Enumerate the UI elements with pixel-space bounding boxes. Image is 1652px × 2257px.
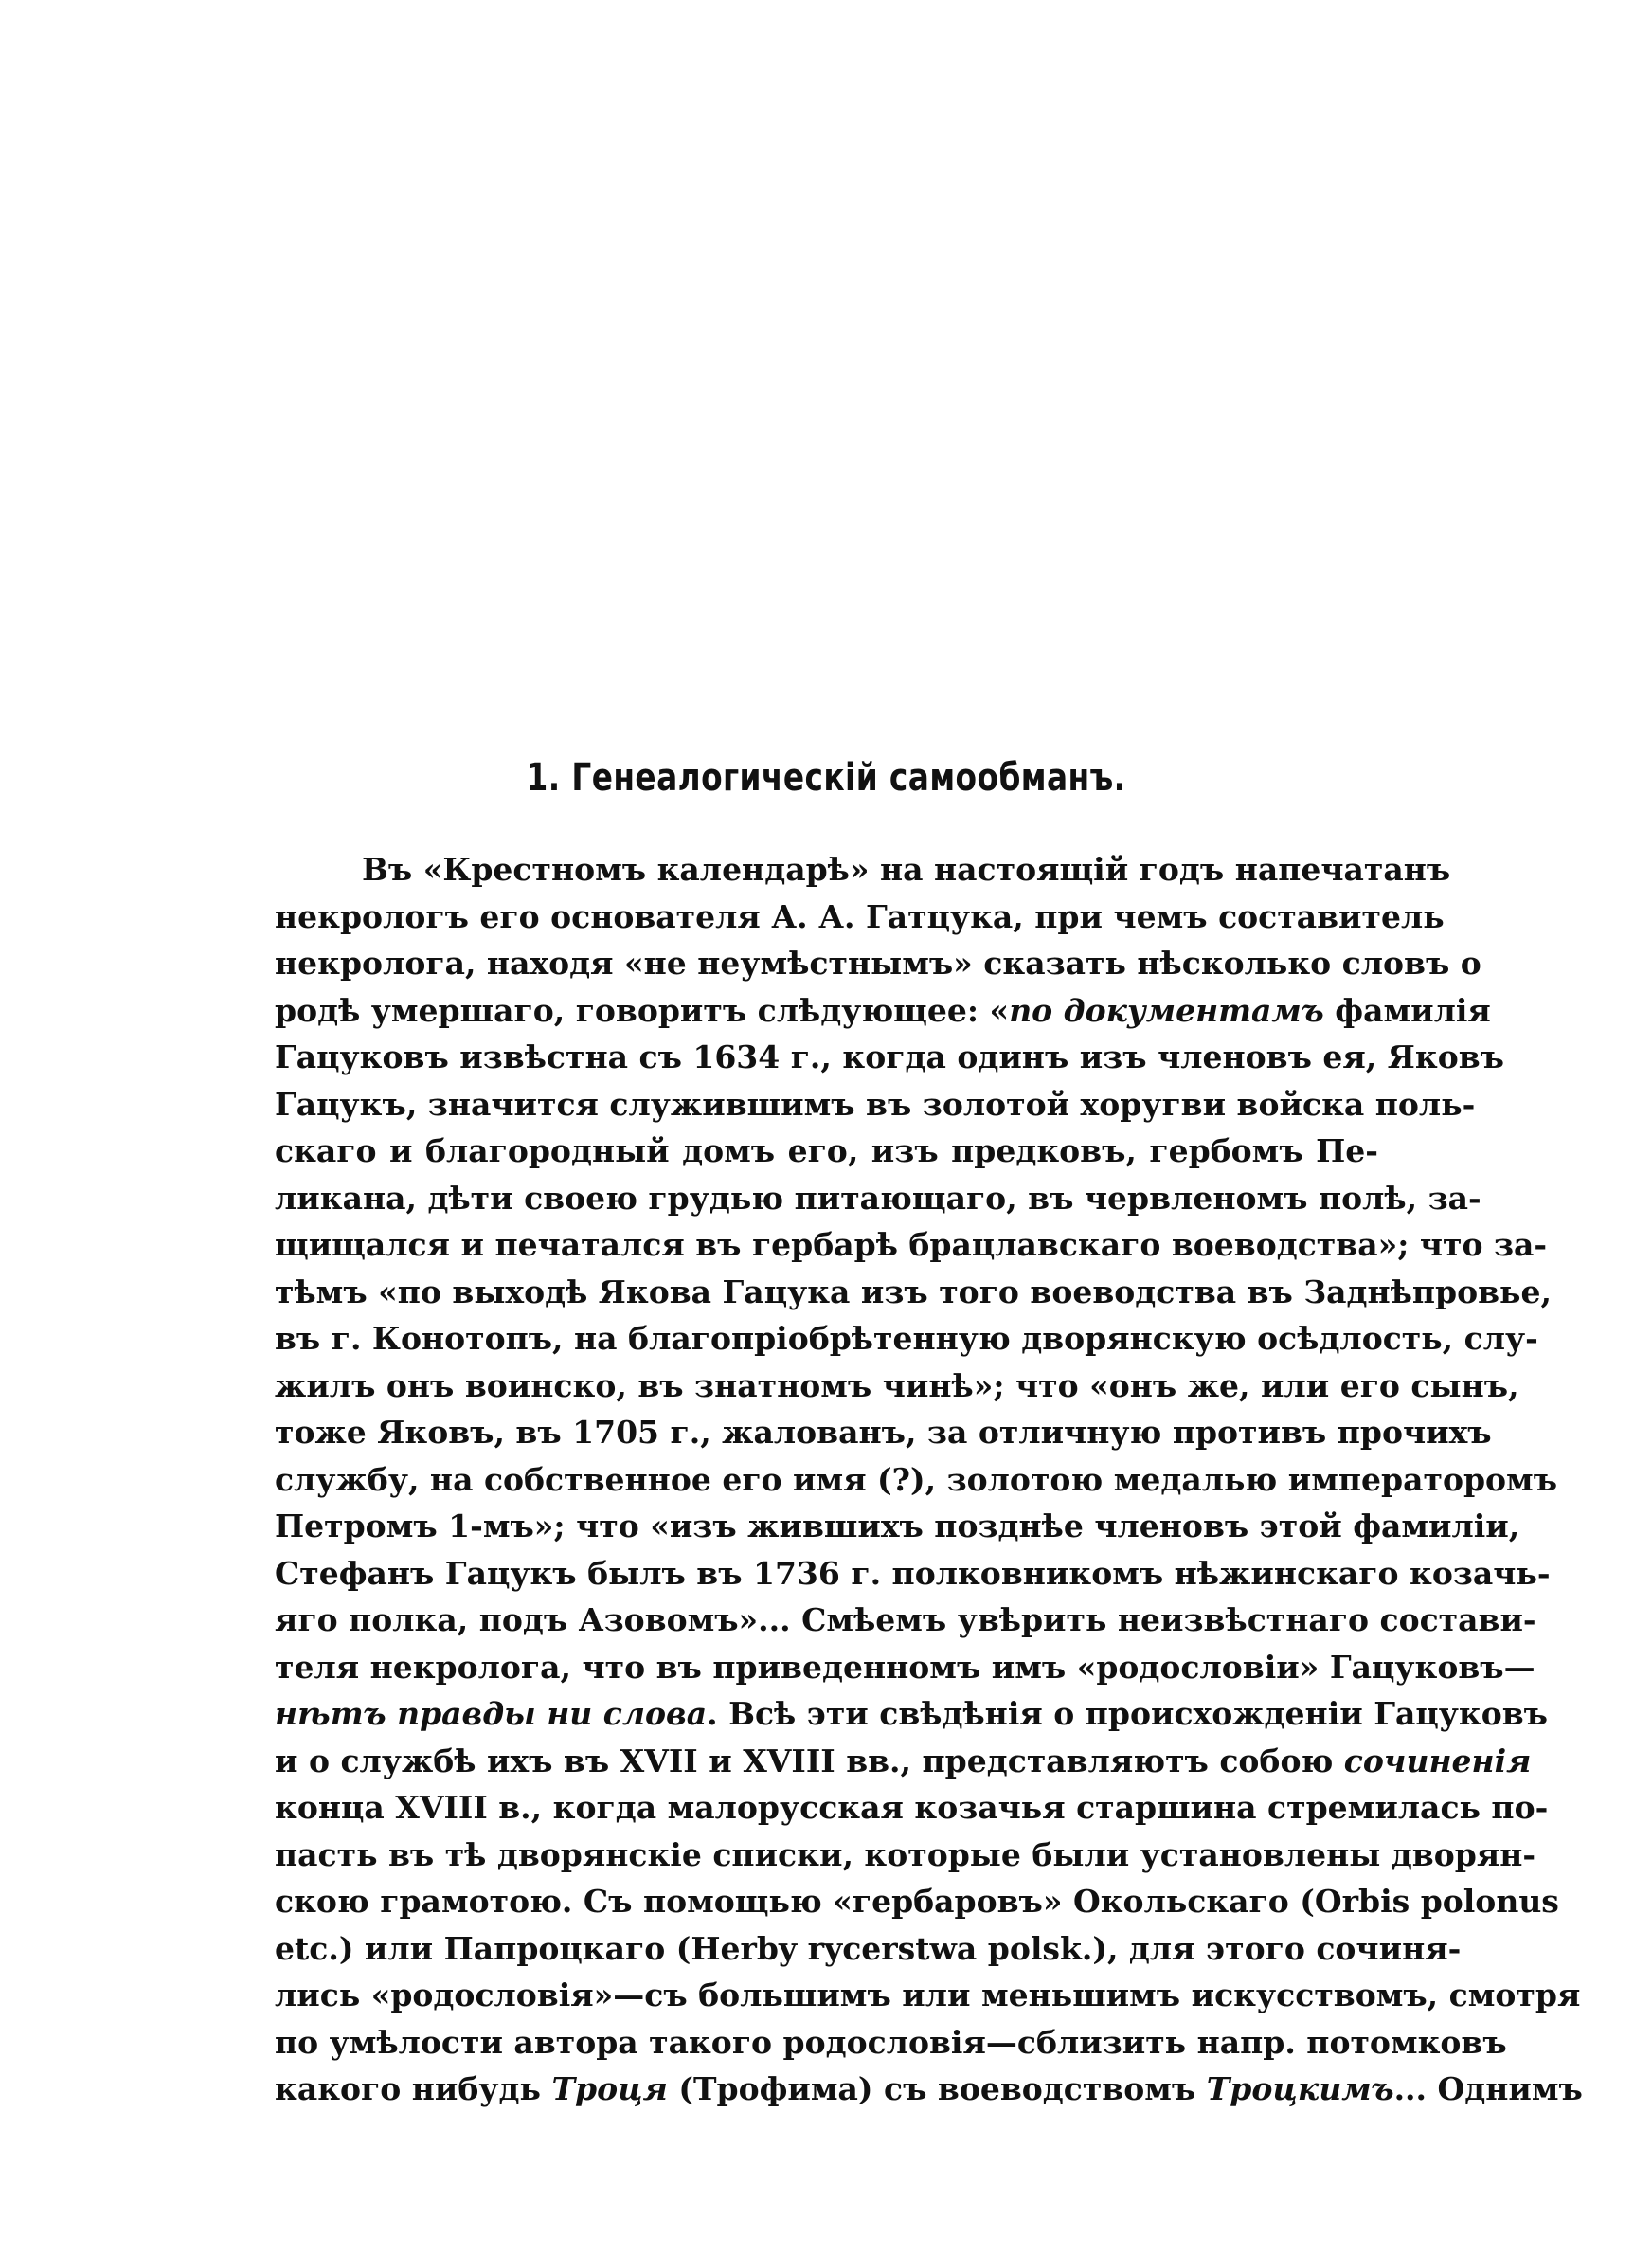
- chapter-title: 1. Генеалогическій самообманъ.: [526, 756, 1126, 800]
- text-segment: пасть въ тѣ дворянскіе списки, которые были установлены дворян-: [275, 1835, 1536, 1873]
- text-segment: жилъ онъ воинско, въ знатномъ чинѣ»; что «онъ же, или его сынъ,: [275, 1366, 1519, 1404]
- text-line: [275, 1925, 1462, 1973]
- italic-phrase: Троця: [551, 2070, 668, 2107]
- text-line: [275, 894, 1445, 941]
- text-line: [275, 1690, 1548, 1738]
- text-line: [275, 1221, 1548, 1269]
- text-line: [275, 1175, 1481, 1222]
- body-paragraph: [275, 846, 1583, 2113]
- text-line: [275, 987, 1491, 1035]
- text-segment: скаго и благородный домъ его, изъ предковъ, гербомъ Пе-: [275, 1132, 1378, 1169]
- text-segment: фамилія: [1323, 991, 1491, 1029]
- text-line: [275, 1034, 1504, 1081]
- italic-phrase: сочиненія: [1343, 1742, 1532, 1779]
- text-line: [275, 1128, 1378, 1175]
- italic-phrase: Троцкимъ: [1206, 2070, 1394, 2107]
- text-segment: тоже Яковъ, въ 1705 г., жалованъ, за отличную противъ прочихъ: [275, 1414, 1492, 1451]
- text-segment: Гацуковъ извѣстна съ 1634 г., когда одинъ изъ членовъ ея, Яковъ: [275, 1038, 1504, 1075]
- text-line: [275, 1550, 1551, 1598]
- text-segment: по умѣлости автора такого родословія—сблизить напр. потомковъ: [275, 2023, 1507, 2061]
- text-segment: и о службѣ ихъ въ XVII и XVIII вв., представляютъ собою: [275, 1742, 1344, 1779]
- text-segment: конца XVIII в., когда малорусская козачья старшина стремилась по-: [275, 1789, 1549, 1826]
- text-segment: ликана, дѣти своею грудью питающаго, въ червленомъ полѣ, за-: [275, 1179, 1481, 1217]
- text-line: [275, 1878, 1559, 1925]
- text-segment: скою грамотою. Съ помощью «гербаровъ» Окольскаго (Orbis polonus: [275, 1883, 1559, 1920]
- text-segment: лись «родословія»—съ большимъ или меньшимъ искусствомъ, смотря: [275, 1977, 1581, 2013]
- text-segment: въ г. Конотопъ, на благопріобрѣтенную дворянскую осѣдлость, слу-: [275, 1320, 1538, 1357]
- text-segment: Гацукъ, значится служившимъ въ золотой хоругви войска поль-: [275, 1085, 1476, 1123]
- text-segment: . Всѣ эти свѣдѣнія о происхожденіи Гацуковъ: [707, 1695, 1548, 1732]
- text-segment: (Трофима) съ воеводствомъ: [667, 2070, 1207, 2107]
- italic-phrase: нѣтъ правды ни слова: [275, 1695, 708, 1732]
- text-line: [275, 1972, 1581, 2019]
- text-line: [275, 1644, 1535, 1691]
- text-segment: ... Однимъ: [1393, 2070, 1583, 2107]
- text-line: [275, 846, 1451, 894]
- text-segment: Въ «Крестномъ календарѣ» на настоящій годъ напечатанъ: [362, 851, 1451, 888]
- text-line: [275, 1269, 1552, 1316]
- text-segment: какого нибудь: [275, 2070, 552, 2107]
- text-line: [275, 1081, 1476, 1128]
- text-line: [275, 1832, 1536, 1879]
- text-line: [275, 1503, 1520, 1550]
- italic-phrase: по документамъ: [1009, 991, 1324, 1029]
- text-line: [275, 2019, 1507, 2067]
- text-segment: щищался и печатался въ гербарѣ брацлавскаго воеводства»; что за-: [275, 1226, 1548, 1263]
- text-segment: родѣ умершаго, говоритъ слѣдующее: «: [275, 991, 1010, 1029]
- text-line: [275, 940, 1481, 987]
- text-segment: тѣмъ «по выходѣ Якова Гацука изъ того воеводства въ Заднѣпровье,: [275, 1273, 1552, 1310]
- text-segment: некрологъ его основателя А. А. Гатцука, при чемъ составитель: [275, 897, 1445, 935]
- text-line: [275, 1597, 1536, 1644]
- text-segment: некролога, находя «не неумѣстнымъ» сказать нѣсколько словъ о: [275, 945, 1481, 982]
- text-line: [275, 1738, 1532, 1785]
- text-line: [275, 1363, 1519, 1410]
- text-segment: теля некролога, что въ приведенномъ имъ «родословіи» Гацуковъ—: [275, 1648, 1535, 1686]
- text-line: [275, 1784, 1549, 1832]
- text-segment: etc.) или Папроцкаго (Herby rycerstwa polsk.), для этого сочиня-: [275, 1929, 1462, 1967]
- text-segment: Стефанъ Гацукъ былъ въ 1736 г. полковникомъ нѣжинскаго козачь-: [275, 1554, 1551, 1592]
- text-line: [275, 1456, 1558, 1504]
- text-line: [275, 1315, 1538, 1363]
- text-segment: Петромъ 1-мъ»; что «изъ жившихъ позднѣе членовъ этой фамиліи,: [275, 1508, 1520, 1544]
- text-line: [275, 1409, 1492, 1456]
- text-segment: службу, на собственное его имя (?), золотою медалью императоромъ: [275, 1460, 1558, 1498]
- text-segment: яго полка, подъ Азовомъ»... Смѣемъ увѣрить неизвѣстнаго состави-: [275, 1601, 1536, 1638]
- text-line: [275, 2066, 1583, 2113]
